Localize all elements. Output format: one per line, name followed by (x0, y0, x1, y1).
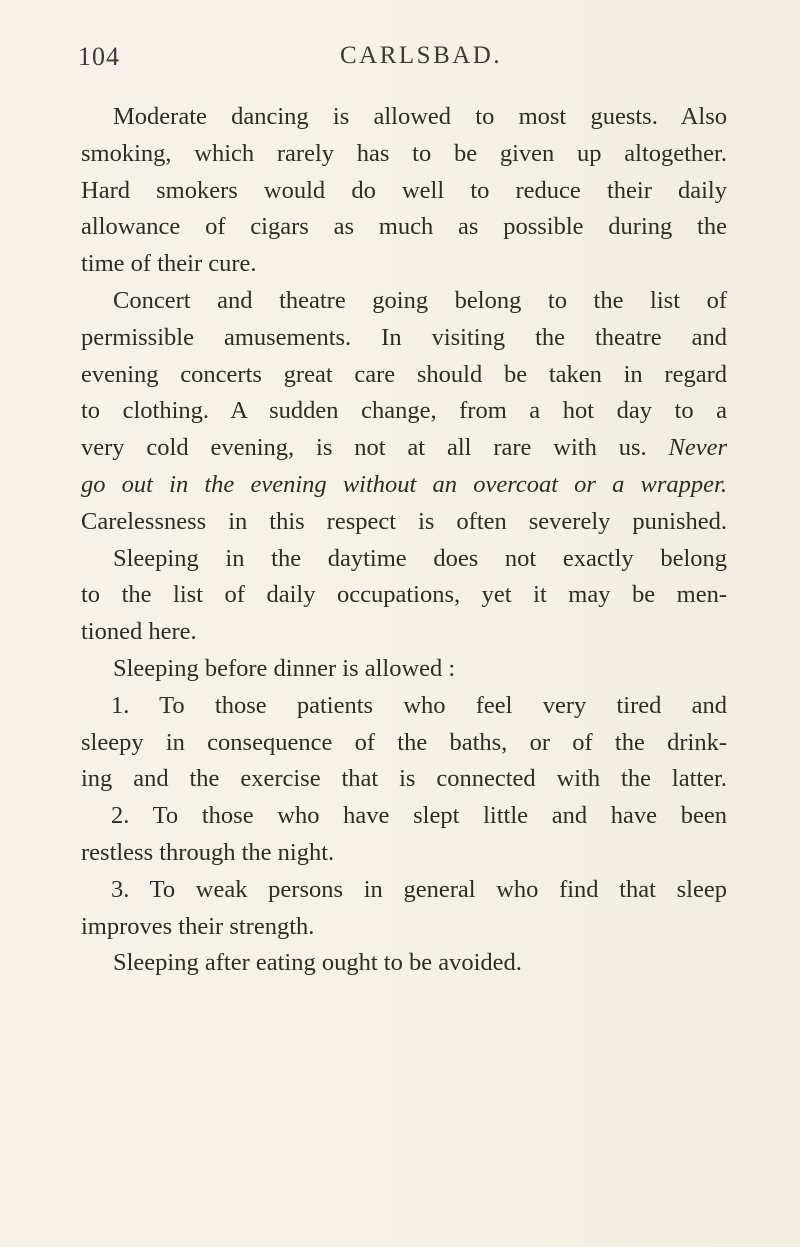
text-line: very cold evening, is not at all rare with us. Never (81, 434, 727, 462)
text-line: tioned here. (81, 618, 197, 646)
text-line: sleepy in consequence of the baths, or of the drink- (81, 728, 727, 756)
text-line-italic: go out in the evening without an overcoat or a wrapper. (81, 470, 727, 498)
running-head: CARLSBAD. (340, 42, 503, 69)
text-line: Hard smokers would do well to reduce their daily (81, 176, 727, 204)
italic-text: Never (668, 434, 727, 462)
text-line: to the list of daily occupations, yet it may be men- (81, 581, 727, 609)
text-line: ing and the exercise that is connected with the latter. (81, 765, 727, 793)
page-number: 104 (78, 42, 120, 71)
page-header (78, 42, 728, 82)
text-line: Sleeping after eating ought to be avoided. (113, 949, 522, 977)
text-line: allowance of cigars as much as possible during the (81, 213, 727, 241)
text-line: evening concerts great care should be taken in regard (81, 360, 727, 388)
text-line: to clothing. A sudden change, from a hot day to a (81, 397, 727, 425)
text-line: improves their strength. (81, 912, 315, 940)
text-line: Carelessness in this respect is often severely punished. (81, 507, 727, 535)
numbered-item-line: 3. To weak persons in general who find that sleep (111, 875, 727, 903)
text-line: Moderate dancing is allowed to most guests. Also (113, 103, 727, 130)
text-line: time of their cure. (81, 250, 257, 278)
numbered-item-line: 2. To those who have slept little and have been (111, 802, 727, 830)
text-line: smoking, which rarely has to be given up altogether. (81, 139, 727, 167)
numbered-item-line: 1. To those patients who feel very tired and (111, 691, 727, 719)
text-line: Sleeping before dinner is allowed : (113, 654, 456, 682)
text-line: Concert and theatre going belong to the list of (113, 286, 727, 314)
text-line: permissible amusements. In visiting the theatre and (81, 323, 727, 351)
text-line: Sleeping in the daytime does not exactly belong (113, 544, 727, 572)
text-line: restless through the night. (81, 838, 335, 866)
body-text (81, 99, 727, 982)
